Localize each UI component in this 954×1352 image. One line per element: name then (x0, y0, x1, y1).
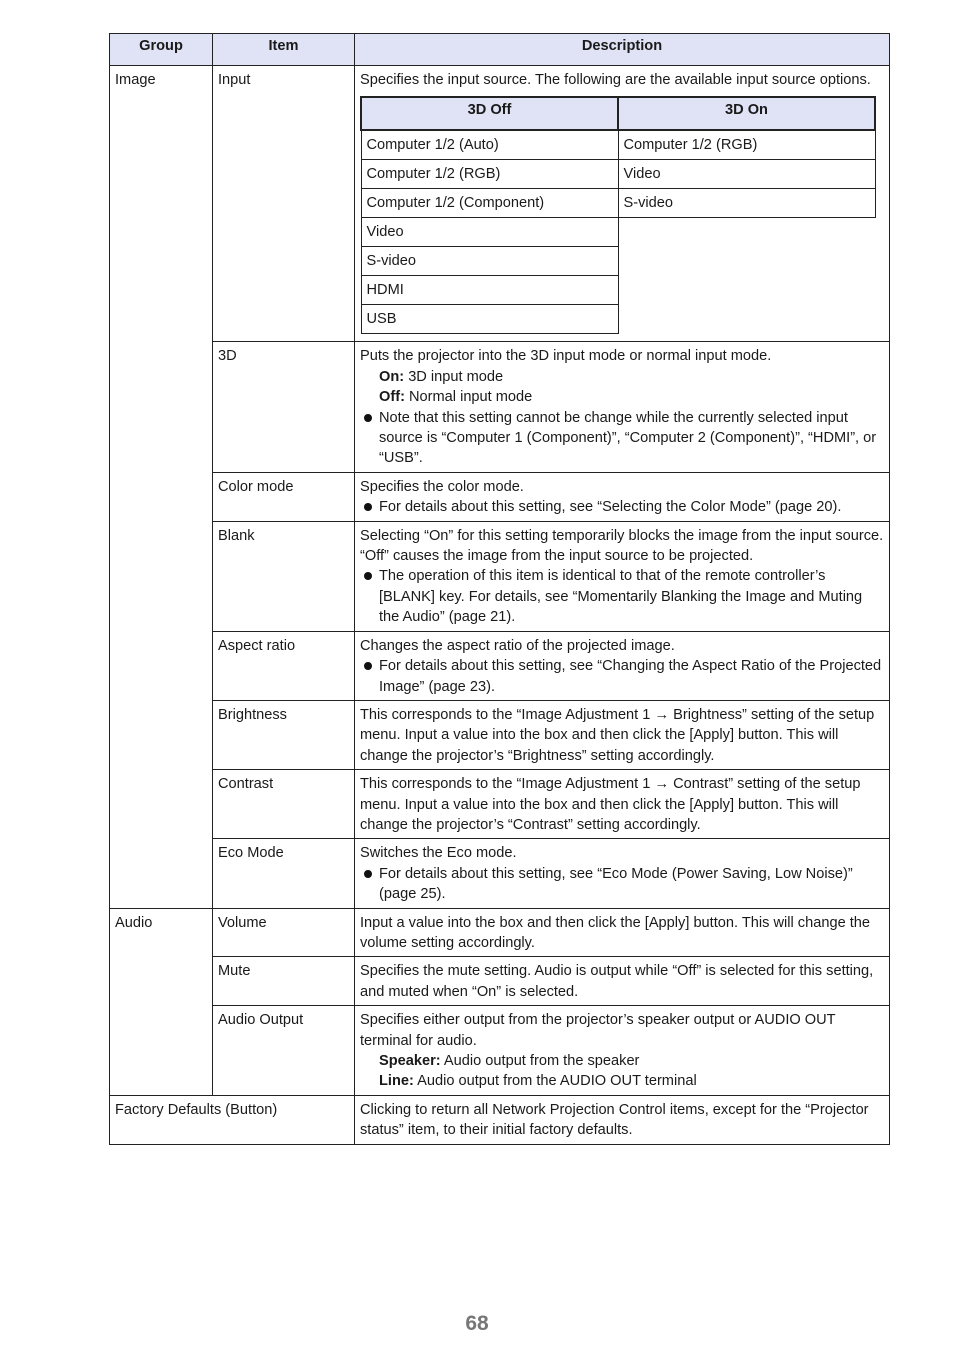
item-color-mode: Color mode (213, 472, 355, 521)
note-eco-mode: For details about this setting, see “Eco Mode (Power Saving, Low Noise)” (page 25). (360, 864, 884, 905)
speaker-label: Speaker: (379, 1053, 441, 1069)
table-row (110, 521, 890, 631)
header-group: Group (110, 34, 213, 66)
item-aspect-ratio: Aspect ratio (213, 631, 355, 700)
desc-aspect-ratio: Changes the aspect ratio of the projected image. For details about this setting, see “Changing the Aspect Ratio of the Projected Image” (page 23). (355, 631, 890, 700)
desc-input-text: Specifies the input source. The following are the available input source options. (360, 72, 871, 88)
table-row (110, 908, 890, 957)
item-audio-output: Audio Output (213, 1006, 355, 1096)
item-volume: Volume (213, 908, 355, 957)
item-contrast: Contrast (213, 770, 355, 839)
desc-mute: Specifies the mute setting. Audio is output while “Off” is selected for this setting, and muted when “On” is selected. (355, 957, 890, 1006)
header-description: Description (355, 34, 890, 66)
source-on-2: Video (618, 160, 875, 189)
on-text: 3D input mode (404, 368, 504, 385)
item-input: Input (213, 66, 355, 342)
item-eco-mode: Eco Mode (213, 839, 355, 908)
off-text: Normal input mode (404, 389, 533, 406)
desc-eco-mode: Switches the Eco mode. For details about this setting, see “Eco Mode (Power Saving, Low Noise)” (page 25). (355, 839, 890, 908)
item-mute: Mute (213, 957, 355, 1006)
note-aspect-ratio: For details about this setting, see “Changing the Aspect Ratio of the Projected Image” (page 23). (360, 656, 884, 697)
table-row (110, 839, 890, 908)
desc-brightness: This corresponds to the “Image Adjustment 1 → Brightness” setting of the setup menu. Input a value into the box and then click the [Apply] button. This will change the projector’s “Brightness” setting accordingly. (355, 700, 890, 769)
desc-input (355, 66, 890, 342)
desc-audio-output: Specifies either output from the projector’s speaker output or AUDIO OUT terminal for audio. Speaker: Audio output from the speaker Line: Audio output from the AUDIO OUT terminal (355, 1006, 890, 1096)
desc-factory-defaults: Clicking to return all Network Projection Control items, except for the “Projector status” item, to their initial factory defaults. (355, 1095, 890, 1144)
speaker-text: Audio output from the speaker (440, 1053, 640, 1069)
line-label: Line: (379, 1073, 414, 1090)
table-row (110, 770, 890, 839)
item-3d: 3D (213, 342, 355, 472)
desc-color-mode: Specifies the color mode. For details about this setting, see “Selecting the Color Mode” (page 20). (355, 472, 890, 521)
page-number: 68 (465, 1312, 489, 1335)
sub-header-3d-on: 3D On (618, 97, 875, 130)
source-on-3: S-video (618, 189, 875, 218)
table-row (110, 1006, 890, 1096)
item-factory-defaults: Factory Defaults (Button) (110, 1095, 355, 1144)
desc-3d (355, 342, 890, 472)
source-on-1: Computer 1/2 (RGB) (618, 130, 875, 160)
note-blank: The operation of this item is identical to that of the remote controller’s [BLANK] key. For details, see “Momentarily Blanking the Image and Muting the Audio” (page 21). (360, 566, 884, 627)
source-off-4: Video (361, 218, 618, 247)
off-label: Off: (379, 389, 405, 406)
table-row (110, 700, 890, 769)
settings-table (109, 33, 890, 1145)
table-row (110, 342, 890, 472)
table-row (110, 472, 890, 521)
item-blank: Blank (213, 521, 355, 631)
source-off-5: S-video (361, 247, 618, 276)
source-off-7: USB (361, 305, 618, 334)
header-item: Item (213, 34, 355, 66)
group-image: Image (110, 66, 213, 909)
table-row (110, 957, 890, 1006)
desc-3d-text: Puts the projector into the 3D input mode or normal input mode. (360, 348, 772, 365)
table-row (110, 1095, 890, 1144)
table-header-row (110, 34, 890, 66)
desc-volume: Input a value into the box and then click the [Apply] button. This will change the volume setting accordingly. (355, 908, 890, 957)
table-row (110, 631, 890, 700)
source-off-1: Computer 1/2 (Auto) (361, 130, 618, 160)
desc-contrast: This corresponds to the “Image Adjustment 1 → Contrast” setting of the setup menu. Input a value into the box and then click the [Apply] button. This will change the projector’s “Contrast” setting accordingly. (355, 770, 890, 839)
table-row (110, 66, 890, 342)
line-text: Audio output from the AUDIO OUT terminal (413, 1073, 697, 1090)
note-color-mode: For details about this setting, see “Selecting the Color Mode” (page 20). (360, 497, 884, 517)
sub-header-3d-off: 3D Off (361, 97, 618, 130)
source-off-2: Computer 1/2 (RGB) (361, 160, 618, 189)
note-3d: Note that this setting cannot be change while the currently selected input source is “Computer 1 (Component)”, “Computer 2 (Component)”, “HDMI”, or “USB”. (360, 408, 884, 469)
source-off-3: Computer 1/2 (Component) (361, 189, 618, 218)
item-brightness: Brightness (213, 700, 355, 769)
on-label: On: (379, 368, 405, 385)
desc-blank: Selecting “On” for this setting temporarily blocks the image from the input source. “Off” causes the image from the input source to be projected. The operation of this item is identical to that of the remote controller’s [BLANK] key. For details, see “Momentarily Blanking the Image and Muting the Audio” (page 21). (355, 521, 890, 631)
group-audio: Audio (110, 908, 213, 1095)
source-off-6: HDMI (361, 276, 618, 305)
input-source-table (360, 96, 876, 334)
